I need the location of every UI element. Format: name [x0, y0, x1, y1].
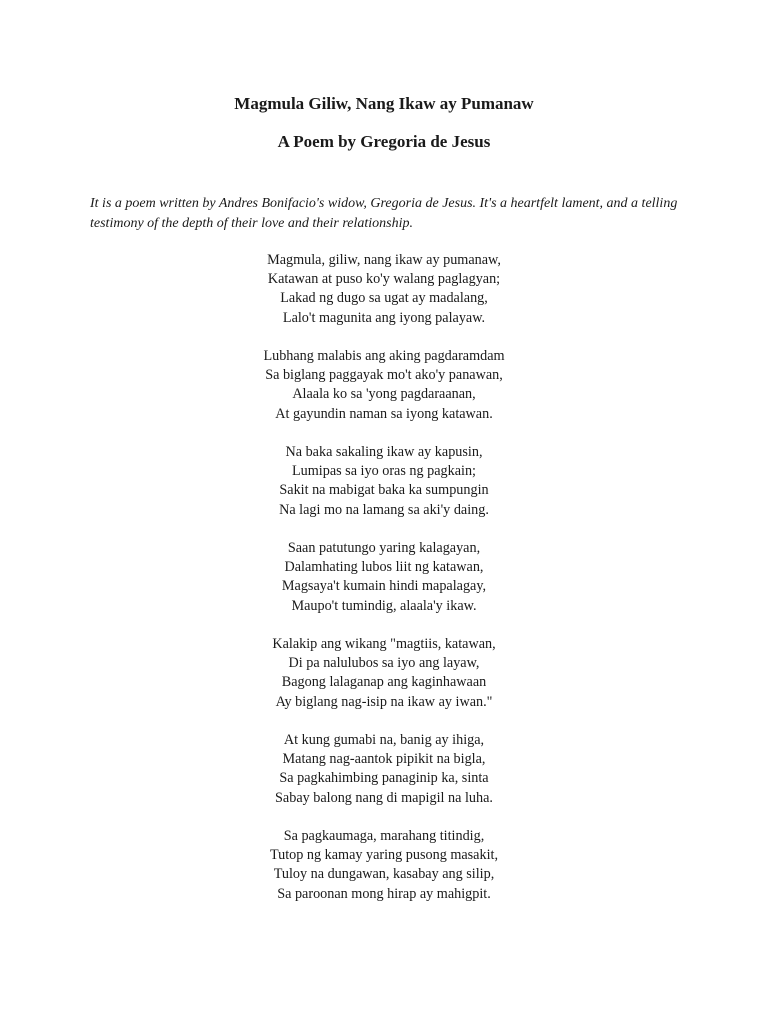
poem-line: Sa pagkaumaga, marahang titindig,	[283, 828, 485, 844]
stanza-2	[0, 347, 768, 424]
poem-subtitle: A Poem by Gregoria de Jesus	[277, 132, 491, 151]
stanza-5	[0, 635, 768, 712]
poem-line: Dalamhating lubos liit ng katawan,	[284, 559, 484, 576]
poem-line: Sa biglang paggayak mo't ako'y panawan,	[265, 367, 503, 384]
poem-line: Magmula, giliw, nang ikaw ay pumanaw,	[267, 252, 501, 268]
stanza-3	[0, 443, 768, 520]
poem-line: Alaala ko sa 'yong pagdaraanan,	[292, 386, 476, 403]
poem-line: Lubhang malabis ang aking pagdaramdam	[263, 348, 505, 364]
poem-line: Lakad ng dugo sa ugat ay madalang,	[280, 290, 488, 307]
poem-line: Na baka sakaling ikaw ay kapusin,	[285, 444, 483, 460]
poem-line: Sakit na mabigat baka ka sumpungin	[279, 482, 489, 499]
stanza-7	[0, 827, 768, 904]
poem-line: Lalo't magunita ang iyong palayaw.	[282, 309, 486, 326]
poem-line: Tuloy na dungawan, kasabay ang silip,	[273, 866, 495, 883]
poem-line: Bagong lalaganap ang kaginhawaan	[281, 674, 487, 691]
poem-line: Lumipas sa iyo oras ng pagkain;	[291, 463, 476, 480]
poem-line: Sabay balong nang di mapigil na luha.	[275, 789, 493, 806]
poem-line: At kung gumabi na, banig ay ihiga,	[283, 732, 485, 748]
poem-line: Maupo't tumindig, alaala'y ikaw.	[291, 597, 477, 614]
poem-line: Sa paroonan mong hirap ay mahigpit.	[277, 885, 491, 902]
poem-line: Tutop ng kamay yaring pusong masakit,	[269, 847, 499, 864]
poem-line: Ay biglang nag-isip na ikaw ay iwan."	[275, 693, 493, 710]
stanza-1	[0, 251, 768, 328]
intro-paragraph: It is a poem written by Andres Bonifacio's widow, Gregoria de Jesus. It's a heartfelt lament, and a telling testimony of the depth of their love and their relationship.	[90, 196, 678, 231]
poem-body	[0, 251, 768, 923]
poem-line: Katawan at puso ko'y walang paglagyan;	[267, 271, 501, 288]
stanza-4	[0, 539, 768, 616]
poem-line: Magsaya't kumain hindi mapalagay,	[281, 578, 487, 595]
poem-line: Na lagi mo na lamang sa aki'y daing.	[279, 501, 489, 518]
poem-line: Di pa nalulubos sa iyo ang layaw,	[288, 655, 480, 672]
poem-title: Magmula Giliw, Nang Ikaw ay Pumanaw	[234, 94, 534, 113]
poem-line: Matang nag-aantok pipikit na bigla,	[282, 751, 486, 768]
poem-line: Saan patutungo yaring kalagayan,	[287, 540, 481, 556]
poem-line: At gayundin naman sa iyong katawan.	[275, 405, 493, 422]
poem-line: Kalakip ang wikang "magtiis, katawan,	[272, 636, 496, 652]
stanza-6	[0, 731, 768, 808]
poem-line: Sa pagkahimbing panaginip ka, sinta	[279, 770, 489, 787]
